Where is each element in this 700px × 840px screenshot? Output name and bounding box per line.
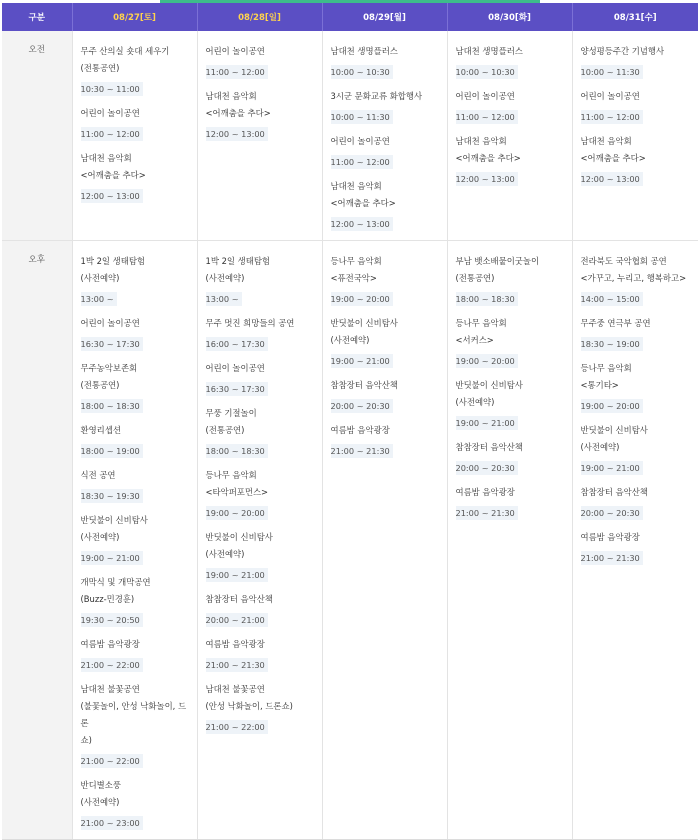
event-title-line: 참참장터 음악산책 xyxy=(455,442,523,452)
event-item xyxy=(456,315,568,368)
event-title-line: 여름밤 음악광장 xyxy=(455,487,515,497)
day-cell xyxy=(197,31,322,241)
event-time: 19:00 ~ 21:00 xyxy=(206,568,268,582)
event-title-line: <어깨춤을 추다> xyxy=(205,108,271,118)
event-title-line: 어린이 놀이공연 xyxy=(455,91,515,101)
event-time: 16:00 ~ 17:30 xyxy=(206,337,268,351)
event-item xyxy=(581,315,695,351)
event-item xyxy=(206,315,318,351)
row-label-morning: 오전 xyxy=(2,31,72,241)
afternoon-row xyxy=(2,241,698,840)
event-item xyxy=(581,529,695,565)
event-title-line: (사전예약) xyxy=(580,442,620,452)
event-title-line: 등나무 음악회 xyxy=(330,256,382,266)
event-time: 18:00 ~ 18:30 xyxy=(206,444,268,458)
event-title-line: 무풍 기절놀이 xyxy=(205,408,257,418)
event-item xyxy=(206,43,318,79)
event-title-line: <어깨춤을 추다> xyxy=(330,198,396,208)
event-title-line: 쇼) xyxy=(80,735,92,745)
event-title-line: 환영리셉션 xyxy=(80,425,121,435)
event-title-line: 1박 2일 생태탐험 xyxy=(205,256,271,266)
event-title-line: 반디별소풍 xyxy=(80,780,121,790)
event-title-line: 부남 뱃소배뭍이굿놀이 xyxy=(455,256,540,266)
event-title-line: 반딧불이 신비탐사 xyxy=(80,515,148,525)
event-item xyxy=(331,422,443,458)
event-title-line: 참참장터 음악산책 xyxy=(330,380,398,390)
event-title-line: (사전예약) xyxy=(205,549,245,559)
event-time: 21:00 ~ 22:00 xyxy=(81,754,143,768)
event-time: 21:00 ~ 21:30 xyxy=(331,444,393,458)
event-time: 12:00 ~ 13:00 xyxy=(331,217,393,231)
event-time: 18:30 ~ 19:30 xyxy=(81,489,143,503)
event-title-line: (불꽃놀이, 안성 낙화놀이, 드론 xyxy=(80,701,187,728)
event-title-line: <타악퍼포먼스> xyxy=(205,487,269,497)
event-title-line: 등나무 음악회 xyxy=(455,318,507,328)
event-title-line: <어깨춤을 추다> xyxy=(455,153,521,163)
event-item xyxy=(581,422,695,475)
event-item xyxy=(81,467,193,503)
event-title-line: <서커스> xyxy=(455,335,494,345)
event-time: 11:00 ~ 12:00 xyxy=(331,155,393,169)
event-item xyxy=(581,43,695,79)
event-item xyxy=(206,360,318,396)
event-title-line: 여름밤 음악광장 xyxy=(205,639,265,649)
header-day-0829: 08/29[월] xyxy=(322,3,447,31)
event-title-line: (사전예약) xyxy=(80,797,120,807)
event-title-line: <어깨춤을 추다> xyxy=(80,170,146,180)
event-title-line: <어깨춤을 추다> xyxy=(580,153,646,163)
event-time: 18:30 ~ 19:00 xyxy=(581,337,643,351)
event-title-line: 남대천 생명플러스 xyxy=(455,46,523,56)
day-cell xyxy=(572,31,698,241)
day-cell xyxy=(447,241,572,840)
event-time: 11:00 ~ 12:00 xyxy=(81,127,143,141)
event-time: 13:00 ~ xyxy=(81,292,117,306)
event-item xyxy=(331,88,443,124)
event-time: 21:00 ~ 22:00 xyxy=(81,658,143,672)
event-title-line: 어린이 놀이공연 xyxy=(80,108,140,118)
event-item xyxy=(81,105,193,141)
event-title-line: <가꾸고, 누리고, 행복하고> xyxy=(580,273,687,283)
event-title-line: 참참장터 음악산책 xyxy=(205,594,273,604)
event-title-line: <퓨전국악> xyxy=(330,273,377,283)
event-time: 19:00 ~ 20:00 xyxy=(206,506,268,520)
header-day-0827: 08/27[토] xyxy=(72,3,197,31)
day-cell xyxy=(322,241,447,840)
event-time: 19:00 ~ 20:00 xyxy=(331,292,393,306)
event-title-line: 등나무 음악회 xyxy=(580,363,632,373)
event-title-line: 어린이 놀이공연 xyxy=(80,318,140,328)
event-title-line: 어린이 놀이공연 xyxy=(205,46,265,56)
event-title-line: 남대천 음악회 xyxy=(205,91,257,101)
event-item xyxy=(81,43,193,96)
event-item xyxy=(456,133,568,186)
event-item xyxy=(206,405,318,458)
event-item xyxy=(206,636,318,672)
event-time: 20:00 ~ 20:30 xyxy=(456,461,518,475)
event-title-line: 어린이 놀이공연 xyxy=(330,136,390,146)
event-time: 12:00 ~ 13:00 xyxy=(206,127,268,141)
event-item xyxy=(456,253,568,306)
event-time: 11:00 ~ 12:00 xyxy=(581,110,643,124)
event-time: 12:00 ~ 13:00 xyxy=(81,189,143,203)
event-title-line: 참참장터 음악산책 xyxy=(580,487,648,497)
event-title-line: 무주 산의실 숏대 세우기 xyxy=(80,46,170,56)
event-title-line: 전라북도 국악협회 공연 xyxy=(580,256,667,266)
event-item xyxy=(456,439,568,475)
event-time: 21:00 ~ 21:30 xyxy=(456,506,518,520)
event-title-line: (안성 낙화놀이, 드론쇼) xyxy=(205,701,293,711)
event-time: 12:00 ~ 13:00 xyxy=(456,172,518,186)
day-cell xyxy=(197,241,322,840)
event-time: 19:30 ~ 20:50 xyxy=(81,613,143,627)
event-title-line: (전통공연) xyxy=(205,425,245,435)
day-cell xyxy=(72,31,197,241)
event-title-line: 어린이 놀이공연 xyxy=(580,91,640,101)
event-title-line: 반딧불이 신비탐사 xyxy=(455,380,523,390)
row-label-afternoon: 오후 xyxy=(2,241,72,840)
event-time: 19:00 ~ 20:00 xyxy=(456,354,518,368)
event-time: 20:00 ~ 21:00 xyxy=(206,613,268,627)
event-item xyxy=(206,253,318,306)
event-time: 18:00 ~ 18:30 xyxy=(456,292,518,306)
header-day-0831: 08/31[수] xyxy=(572,3,698,31)
event-title-line: 여름밤 음악광장 xyxy=(330,425,390,435)
event-item xyxy=(206,681,318,734)
event-item xyxy=(456,484,568,520)
header-day-0830: 08/30[화] xyxy=(447,3,572,31)
event-title-line: 남대천 음악회 xyxy=(80,153,132,163)
event-item xyxy=(81,777,193,830)
morning-row xyxy=(2,31,698,241)
header-label: 구분 xyxy=(2,3,72,31)
event-title-line: 무주중 연극부 공연 xyxy=(580,318,651,328)
event-time: 10:00 ~ 11:30 xyxy=(581,65,643,79)
event-title-line: 여름밤 음악광장 xyxy=(580,532,640,542)
event-time: 14:00 ~ 15:00 xyxy=(581,292,643,306)
event-time: 18:00 ~ 18:30 xyxy=(81,399,143,413)
event-title-line: 무주농악보존회 xyxy=(80,363,138,373)
event-time: 16:30 ~ 17:30 xyxy=(206,382,268,396)
event-item xyxy=(331,253,443,306)
day-cell xyxy=(322,31,447,241)
event-item xyxy=(206,467,318,520)
day-cell xyxy=(447,31,572,241)
event-title-line: 남대천 불꽃공연 xyxy=(80,684,140,694)
event-time: 21:00 ~ 21:30 xyxy=(581,551,643,565)
event-item xyxy=(81,681,193,768)
header-row xyxy=(2,3,698,31)
event-title-line: 등나무 음악회 xyxy=(205,470,257,480)
event-time: 19:00 ~ 21:00 xyxy=(331,354,393,368)
event-title-line: (전통공연) xyxy=(80,63,120,73)
event-item xyxy=(331,377,443,413)
event-item xyxy=(581,253,695,306)
event-time: 19:00 ~ 21:00 xyxy=(456,416,518,430)
event-item xyxy=(206,591,318,627)
event-title-line: 어린이 놀이공연 xyxy=(205,363,265,373)
event-time: 10:30 ~ 11:00 xyxy=(81,82,143,96)
event-time: 20:00 ~ 20:30 xyxy=(331,399,393,413)
event-item xyxy=(81,636,193,672)
event-title-line: 여름밤 음악광장 xyxy=(80,639,140,649)
event-title-line: (사전예약) xyxy=(205,273,245,283)
event-item xyxy=(331,133,443,169)
event-title-line: (전통공연) xyxy=(455,273,495,283)
event-time: 21:00 ~ 21:30 xyxy=(206,658,268,672)
event-time: 11:00 ~ 12:00 xyxy=(456,110,518,124)
event-title-line: 남대천 음악회 xyxy=(580,136,632,146)
event-item xyxy=(81,150,193,203)
event-time: 10:00 ~ 10:30 xyxy=(456,65,518,79)
event-item xyxy=(581,484,695,520)
event-title-line: 식전 공연 xyxy=(80,470,116,480)
event-item xyxy=(581,360,695,413)
event-title-line: 남대천 음악회 xyxy=(455,136,507,146)
event-item xyxy=(331,43,443,79)
event-title-line: 반딧불이 신비탐사 xyxy=(580,425,648,435)
event-title-line: (사전예약) xyxy=(80,532,120,542)
event-title-line: 무주 멋진 희망들의 공연 xyxy=(205,318,295,328)
event-item xyxy=(81,253,193,306)
event-time: 19:00 ~ 21:00 xyxy=(81,551,143,565)
event-item xyxy=(581,88,695,124)
event-time: 21:00 ~ 23:00 xyxy=(81,816,143,830)
event-title-line: (사전예약) xyxy=(330,335,370,345)
event-item xyxy=(206,529,318,582)
event-title-line: (Buzz-민경훈) xyxy=(80,594,135,604)
event-title-line: 반딧불이 신비탐사 xyxy=(205,532,273,542)
event-item xyxy=(456,43,568,79)
event-time: 21:00 ~ 22:00 xyxy=(206,720,268,734)
event-title-line: <통기타> xyxy=(580,380,619,390)
event-item xyxy=(81,422,193,458)
event-time: 20:00 ~ 20:30 xyxy=(581,506,643,520)
event-item xyxy=(81,512,193,565)
event-title-line: (사전예약) xyxy=(455,397,495,407)
event-item xyxy=(456,377,568,430)
schedule-table xyxy=(2,3,698,840)
event-item xyxy=(331,315,443,368)
event-item xyxy=(581,133,695,186)
event-item xyxy=(331,178,443,231)
event-item xyxy=(81,315,193,351)
event-title-line: 남대천 생명플러스 xyxy=(330,46,398,56)
event-time: 13:00 ~ xyxy=(206,292,242,306)
event-time: 11:00 ~ 12:00 xyxy=(206,65,268,79)
event-title-line: (사전예약) xyxy=(80,273,120,283)
event-time: 19:00 ~ 20:00 xyxy=(581,399,643,413)
event-time: 10:00 ~ 10:30 xyxy=(331,65,393,79)
event-title-line: 반딧불이 신비탐사 xyxy=(330,318,398,328)
event-title-line: (전통공연) xyxy=(80,380,120,390)
event-title-line: 3시군 문화교류 화합행사 xyxy=(330,91,423,101)
event-time: 19:00 ~ 21:00 xyxy=(581,461,643,475)
event-time: 16:30 ~ 17:30 xyxy=(81,337,143,351)
event-title-line: 1박 2일 생태탐험 xyxy=(80,256,146,266)
event-time: 12:00 ~ 13:00 xyxy=(581,172,643,186)
event-time: 10:00 ~ 11:30 xyxy=(331,110,393,124)
event-item xyxy=(81,574,193,627)
event-item xyxy=(456,88,568,124)
header-day-0828: 08/28[일] xyxy=(197,3,322,31)
event-title-line: 개막식 및 개막공연 xyxy=(80,577,151,587)
day-cell xyxy=(72,241,197,840)
event-title-line: 남대천 불꽃공연 xyxy=(205,684,265,694)
day-cell xyxy=(572,241,698,840)
event-time: 18:00 ~ 19:00 xyxy=(81,444,143,458)
event-title-line: 남대천 음악회 xyxy=(330,181,382,191)
event-item xyxy=(206,88,318,141)
event-item xyxy=(81,360,193,413)
event-title-line: 양성평등주간 기념행사 xyxy=(580,46,665,56)
